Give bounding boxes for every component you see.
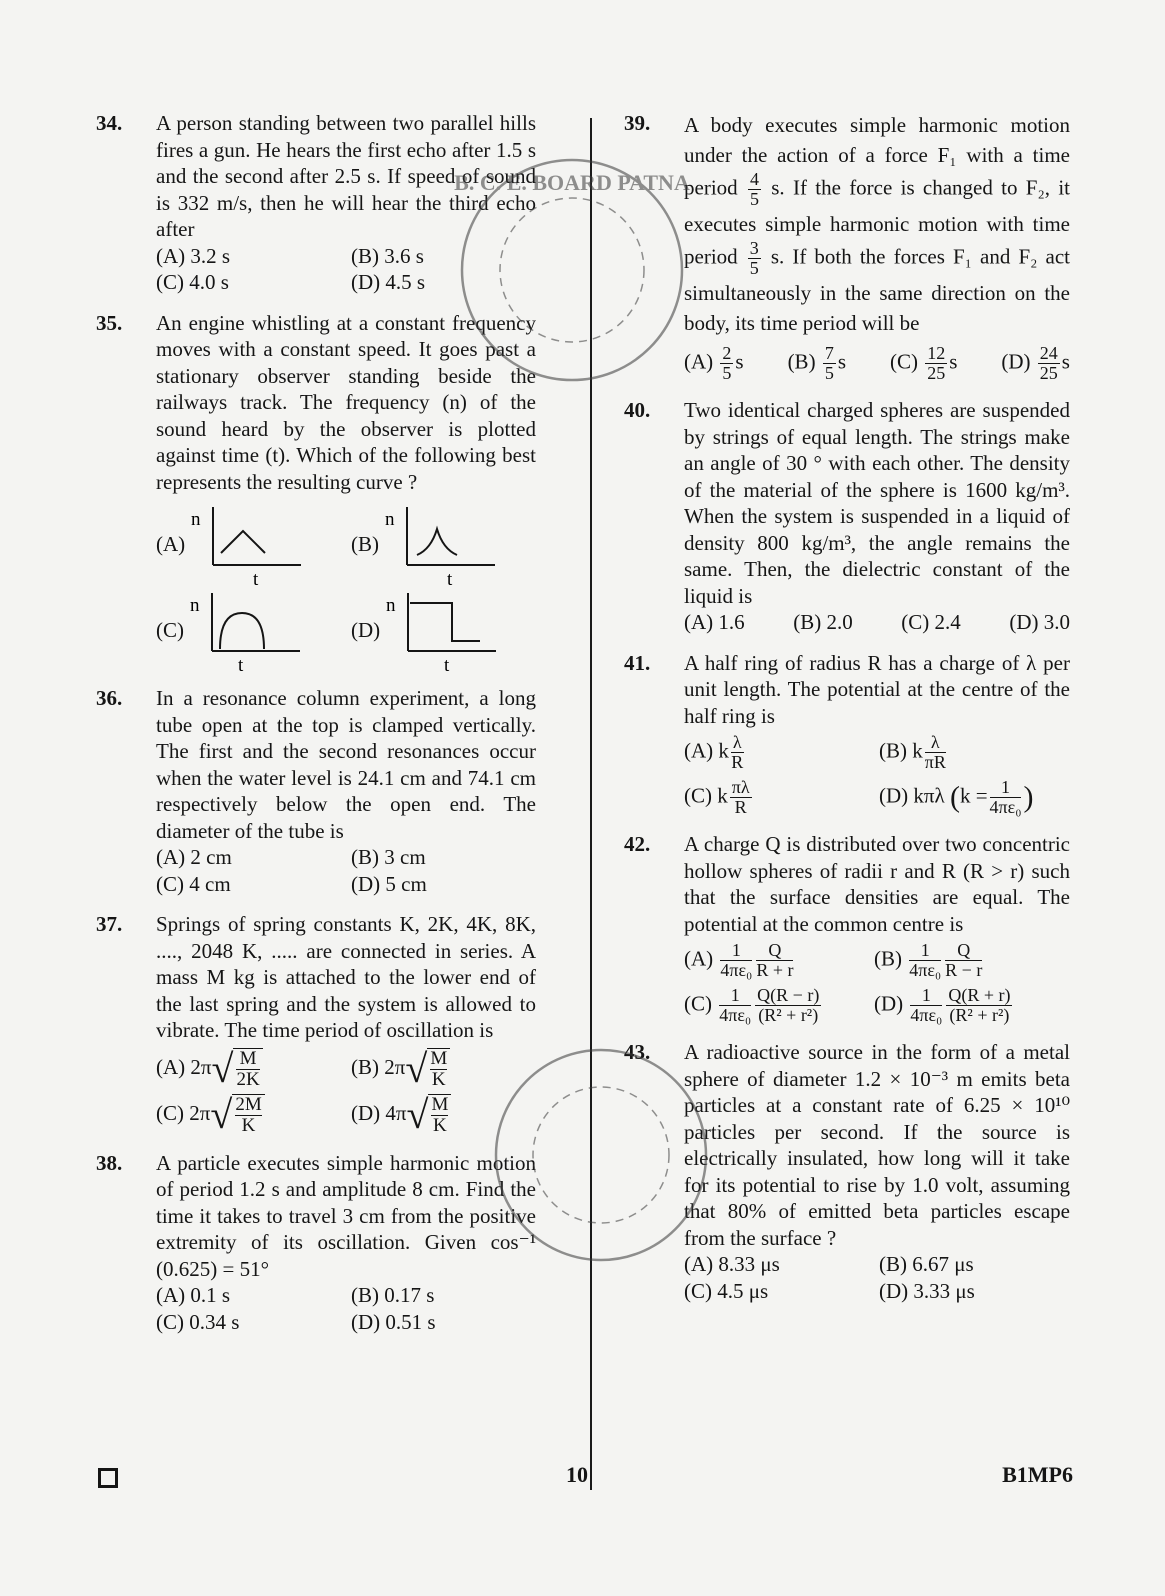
option-b: (B) $\frac{1}{\text{4πε₀}}$ $\frac{Q}{R - r}$ — [874, 940, 983, 980]
question-number: 42. — [624, 832, 651, 856]
option-d: (D) 5 cm — [351, 871, 427, 896]
option-d: (D) 3.0 — [1009, 610, 1070, 634]
question-text: A half ring of radius R has a charge of λ per unit length. The potential at the centre of the half ring is — [684, 650, 1070, 728]
option-a: (A) 2 cm — [156, 845, 232, 869]
stamp-text: B. C. E. BOARD PATNA — [454, 170, 690, 195]
graph-c-dome — [190, 589, 310, 671]
axis-n-label: n — [191, 509, 201, 530]
options — [684, 609, 1070, 636]
graph-option-d — [351, 589, 536, 671]
question-number: 43. — [624, 1040, 651, 1064]
option-b: (B) $\frac{7}{5}$ s — [787, 343, 846, 383]
page-number: 10 — [566, 1462, 588, 1487]
options — [156, 844, 536, 897]
question-42 — [624, 831, 1070, 1025]
graph-option-a — [156, 503, 351, 585]
option-b: (B) 6.67 μs — [879, 1252, 974, 1276]
footer-square-mark — [98, 1468, 118, 1488]
option-d: (D) 4π√ $\frac{M}{K}$ — [351, 1094, 536, 1136]
question-40 — [624, 397, 1070, 636]
option-b: (B) 2.0 — [793, 610, 853, 634]
question-number: 35. — [96, 310, 123, 335]
options — [156, 1282, 536, 1335]
option-a: (A) 1.6 — [684, 610, 745, 634]
option-d: (D) 3.33 μs — [879, 1278, 975, 1303]
graph-a-rise-fall-sharp — [191, 503, 311, 585]
question-number: 39. — [624, 111, 651, 135]
options — [684, 344, 1070, 383]
option-c: (C) 4.0 s — [156, 270, 229, 294]
axis-t-label: t — [444, 655, 450, 671]
option-a: (A) 8.33 μs — [684, 1252, 780, 1276]
question-number: 34. — [96, 111, 123, 135]
axis-n-label: n — [190, 595, 200, 616]
option-a: (A) $\frac{1}{\text{4πε₀}}$ $\frac{Q}{R + r}$ — [684, 940, 794, 980]
question-text: In a resonance column experiment, a long tube open at the top is clamped vertically. The first and the second resonances occur when the water level is 24.1 cm and 74.1 cm respectively below the open end. The diameter of the tube is — [156, 686, 536, 843]
option-a: (A) $\frac{2}{5}$ s — [684, 343, 744, 383]
booklet-code: B1MP6 — [1002, 1462, 1073, 1487]
option-c: (C) 2.4 — [901, 610, 961, 634]
option-label: (A) — [156, 532, 186, 556]
option-d: (D) $\frac{24}{25}$ s — [1001, 343, 1070, 383]
option-c: (C) 2π√ $\frac{2M}{K}$ — [156, 1094, 351, 1136]
question-text: A radioactive source in the form of a metal sphere of diameter 1.2 × 10⁻³ m emits beta particles at a constant rate of 6.25 × 10¹⁰ particles per second. If the source is electrically insulated, how long will it take for its potential to rise by 1.0 volt, assuming that 80% of emitted beta particles escape from the surface ? — [684, 1040, 1070, 1250]
option-c: (C) 4.5 μs — [684, 1278, 769, 1303]
graph-b-cusp — [385, 503, 505, 585]
question-text: Two identical charged spheres are suspended by strings of equal length. The strings make an angle of 30 ° with each other. The density of the material of the sphere is 1600 kg/m³. When the system is suspended in a liquid of density 800 kg/m³, the angle remains the same. Then, the dielectric constant of the liquid is — [684, 398, 1070, 608]
option-c: (C) $\frac{1}{\text{4πε₀}}$ $\frac{Q(R - r)}{\text{(R² + r²)}}$ — [684, 985, 820, 1025]
question-number: 37. — [96, 912, 123, 936]
question-number: 40. — [624, 398, 651, 422]
option-label: (D) — [351, 618, 381, 642]
option-b: (B) 3 cm — [351, 845, 426, 869]
option-a: (A) 0.1 s — [156, 1283, 231, 1307]
option-d: (D) 0.51 s — [351, 1309, 436, 1334]
option-d: (D) kπλ (k = $\frac{1}{\text{4πε₀}}$ ) — [879, 777, 1034, 817]
question-41 — [624, 650, 1070, 818]
graph-d-step — [386, 589, 506, 671]
options — [684, 941, 1070, 1025]
options — [684, 1251, 1070, 1304]
option-c: (C) 4 cm — [156, 871, 231, 896]
question-number: 41. — [624, 650, 651, 675]
graph-option-c — [156, 589, 351, 671]
axis-t-label: t — [238, 655, 244, 671]
question-36 — [96, 685, 536, 897]
option-a: (A) k $\frac{\lambda}{R}$ — [684, 732, 744, 772]
axis-n-label: n — [385, 509, 395, 530]
board-stamp-bottom — [486, 1040, 716, 1270]
question-text: Springs of spring constants K, 2K, 4K, 8K, ...., 2048 K, ..... are connected in series. A mass M kg is attached to the lower end of the last spring and the system is allowed to vibrate. The time period of oscillation is — [156, 912, 536, 1042]
axis-t-label: t — [253, 569, 259, 585]
option-b: (B) 0.17 s — [351, 1283, 435, 1307]
option-b: (B) 3.6 s — [351, 243, 424, 268]
graph-option-b — [351, 503, 536, 585]
option-d: (D) $\frac{1}{\text{4πε₀}}$ $\frac{Q(R + r)}{\text{(R² + r²)}}$ — [874, 985, 1011, 1025]
options — [156, 1045, 536, 1137]
question-text: A person standing between two parallel hills fires a gun. He hears the first echo after 1.5 s and the second after 2.5 s. If speed of sound is 332 m/s, then he will hear the third echo after — [156, 111, 536, 241]
option-c: (C) $\frac{12}{25}$ s — [889, 343, 958, 383]
option-a: (A) 2π√ $\frac{M}{2K}$ — [156, 1048, 351, 1090]
question-text: A particle executes simple harmonic motion of period 1.2 s and amplitude 8 cm. Find the time it takes to travel 3 cm from the positive extremity of its oscillation. Given cos⁻¹ (0.625) = 51° — [156, 1150, 536, 1281]
option-a: (A) 3.2 s — [156, 243, 231, 268]
board-stamp-top — [452, 150, 692, 390]
axis-n-label: n — [386, 595, 396, 616]
axis-t-label: t — [447, 569, 453, 585]
question-38 — [96, 1150, 536, 1336]
option-c: (C) k $\frac{\pi\lambda}{R}$ — [684, 777, 750, 817]
graph-options — [156, 503, 536, 671]
option-b: (B) k $\frac{\lambda}{\pi R}$ — [879, 732, 946, 772]
option-label: (C) — [156, 618, 184, 642]
question-text: An engine whistling at a constant frequency moves with a constant speed. It goes past a stationary observer standing beside the railways track. The frequency (n) of the sound heard by the observer is plotted against time (t). Which of the following best represents the resulting curve ? — [156, 310, 536, 494]
question-number: 36. — [96, 686, 123, 710]
question-37 — [96, 911, 536, 1136]
question-number: 38. — [96, 1150, 123, 1175]
question-text: A charge Q is distributed over two concentric hollow spheres of radii r and R (R > r) such that the surface densities are equal. The potential at the common centre is — [684, 832, 1070, 936]
option-b: (B) 2π√ $\frac{M}{K}$ — [351, 1048, 536, 1090]
option-d: (D) 4.5 s — [351, 270, 426, 294]
options — [684, 733, 1070, 817]
option-c: (C) 0.34 s — [156, 1309, 240, 1334]
question-text: A body executes simple harmonic motion under the action of a force F₁ with a time period $\frac{4}{5}$ s. If the force is changed to F₂, it executes simple harmonic motion with time period $\frac{3}{5}$ s. If both the forces F₁ and F₂ act simultaneously in the same direction on the body, its time period will be — [684, 113, 1071, 335]
option-label: (B) — [351, 532, 379, 556]
